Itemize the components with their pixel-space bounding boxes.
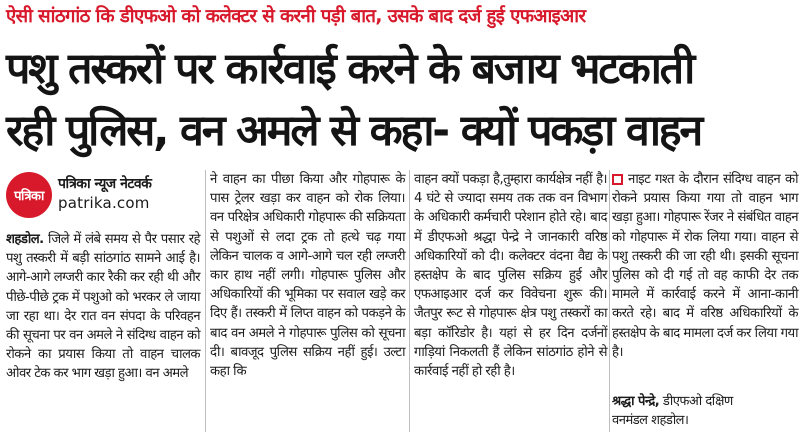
article-column-2 [210,170,405,381]
patrika-logo: पत्रिका [6,172,52,218]
quote-text: नाइट गश्त के दौरान संदिग्ध वाहन को रोकने प्रयास किया गया तो वाहन भाग खड़ा हुआ। गोहपारू रेंजर ने संबंधित वाहन को गोहपारू में रोक लिया गया। वाहन से पशु तस्करी की जा रही थी। इसकी सूचना पुलिस को दी गई तो वह काफी देर तक मामले में कार्रवाई करने में आना-कानी करते रहे। बाद में वरिष्ठ अधिकारियों के हस्तक्षेप के बाद मामला दर्ज कर लिया गया है। [612,172,798,360]
column-divider [609,170,610,432]
article-column-1 [6,230,200,384]
column-3-text: वाहन क्यों पकड़ा है,तुम्हारा कार्यक्षेत्र नहीं है। 4 घंटे से ज्यादा समय तक तक वन विभाग के अधिकारी कर्मचारी परेशान होते रहे। बाद में डीएफओ श्रद्धा पेन्द्रे ने जानकारी वरिष्ठ अधिकारियों को दी। कलेक्टर वंदना वैद्य के हस्तक्षेप के बाद पुलिस सक्रिय हुई और एफआइआर दर्ज कर विवेचना शुरू की। जैतपुर रूट से गोहपारू क्षेत्र पशु तस्करों का बड़ा कॉरिडोर है। यहां से हर दिन दर्जनों गाड़ियां निकलती हैं लेकिन सांठगांठ होने से कार्रवाई नहीं हो रही है। [414,172,607,380]
quote-caption [612,392,798,430]
headline [6,38,798,162]
byline [6,172,200,222]
dateline: शहडोल. [6,232,44,247]
quote-role-1: डीएफओ दक्षिण [662,394,733,409]
kicker: ऐसी सांठगांठ कि डीएफओ को कलेक्टर से करनी पड़ी बात, उसके बाद दर्ज हुई एफआइआर [6,6,586,27]
quote-author: श्रद्धा पेन्द्रे, [612,394,660,409]
article-column-3 [414,170,607,381]
site-link[interactable]: patrika.com [58,194,150,212]
column-divider [205,170,206,432]
headline-line-1: पशु तस्करों पर कार्रवाई करने के बजाय भटकाती [6,44,694,94]
column-2-text: ने वाहन का पीछा किया और गोहपारू के पास ट्रेलर खड़ा कर वाहन को रोक लिया। वन परिक्षेत्र अधिकारी गोहपारू की सक्रियता से पशुओं से लदा ट्रक तो हत्थे चढ़ गया लेकिन चालक व आगे-आगे चल रही लग्जरी कार हाथ नहीं लगी। गोहपारू पुलिस और अधिकारियों की भूमिका पर सवाल खड़े कर दिए हैं। तस्करी में लिप्त वाहन को पकड़ने के बाद वन अमले ने गोहपारू पुलिस को सूचना दी। बावजूद पुलिस सक्रिय नहीं हुई। उल्टा कहा कि [210,172,405,380]
column-1-text: जिले में लंबे समय से पैर पसार रहे पशु तस्करी में बड़ी सांठगांठ सामने आई है। आगे-आगे लग्जरी कार रैकी कर रही थी और पीछे-पीछे ट्रक में पशुओ को भरकर ले जाया जा रहा था। देर रात वन संपदा के परिवहन की सूचना पर वन अमले ने संदिग्ध वाहन को रोकने का प्रयास किया तो वाहन चालक ओवर टेक कर भाग खड़ा हुआ। वन अमले [6,232,200,382]
quote-role-2: वनमंडल शहडोल। [612,413,689,428]
quote-box [612,170,798,362]
network-name: पत्रिका न्यूज नेटवर्क [58,176,152,192]
column-divider [409,170,410,432]
headline-line-2: रही पुलिस, वन अमले से कहा- क्यों पकड़ा वाहन [6,106,702,156]
quote-marker-icon [612,174,623,185]
